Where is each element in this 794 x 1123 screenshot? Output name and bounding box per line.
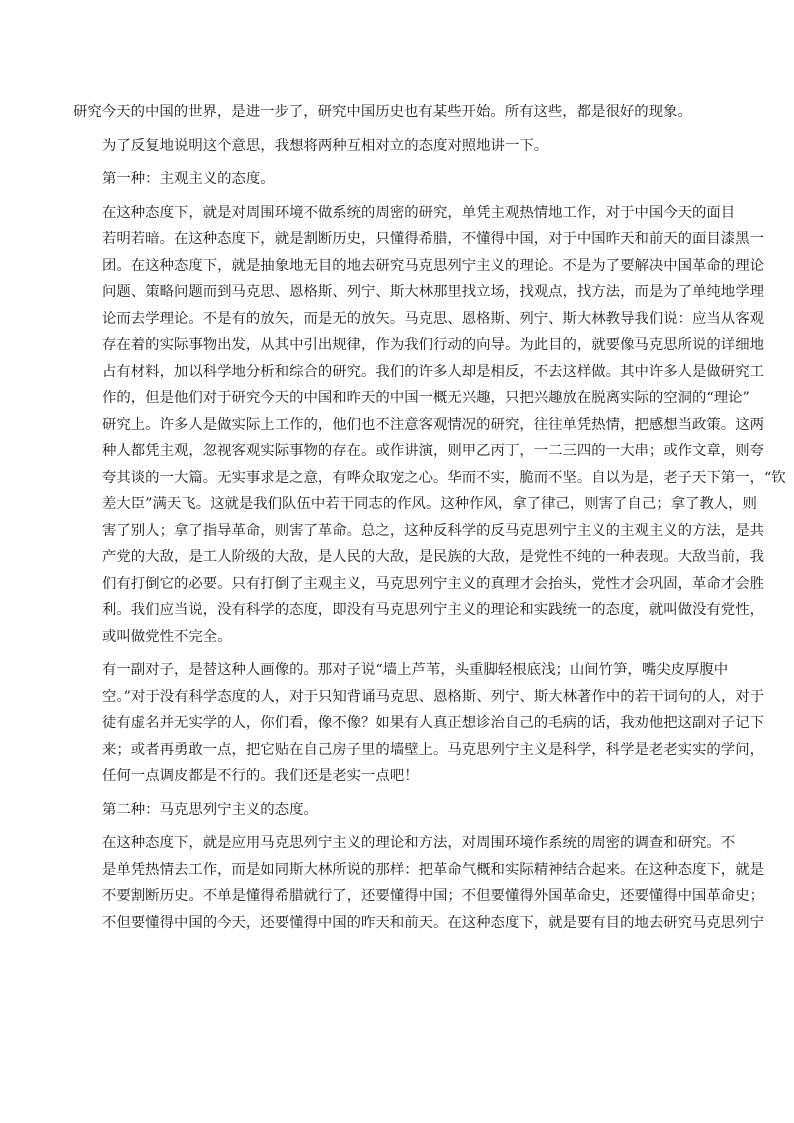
text-line: 研究上。许多人是做实际上工作的，他们也不注意客观情况的研究，往往单凭热情，把感想当政策。这两 [102, 416, 764, 433]
text-line: 害了别人；拿了指导革命，则害了革命。总之，这种反科学的反马克思列宁主义的主观主义的方法，是共 [102, 522, 764, 539]
paragraph [73, 200, 786, 651]
text-line: 是单凭热情去工作，而是如同斯大林所说的那样：把革命气概和实际精神结合起来。在这种态度下，就是 [102, 861, 764, 878]
text-line: 存在着的实际事物出发，从其中引出规律，作为我们行动的向导。为此目的，就要像马克思所说的详细地 [102, 337, 764, 353]
text-line: 团。在这种态度下，就是抽象地无目的地去研究马克思列宁主义的理论。不是为了要解决中国革命的理论 [102, 257, 764, 274]
text-line: 种人都凭主观，忽视客观实际事物的存在。或作讲演，则甲乙丙丁，一二三四的一大串；或作文章，则夸 [102, 443, 764, 459]
text-line: 差大臣”满天飞。这就是我们队伍中若干同志的作风。这种作风，拿了律己，则害了自己；拿了教人，则 [102, 496, 757, 512]
text-line: 占有材料，加以科学地分析和综合的研究。我们的许多人却是相反，不去这样做。其中许多人是做研究工 [102, 363, 764, 380]
text-line: 们有打倒它的必要。只有打倒了主观主义，马克思列宁主义的真理才会抬头，党性才会巩固，革命才会胜 [102, 575, 764, 592]
text-line: 在这种态度下，就是应用马克思列宁主义的理论和方法，对周围环境作系统的周密的调查和研究。不 [102, 835, 736, 851]
text-line: 研究今天的中国的世界，是进一步了，研究中国历史也有某些开始。所有这些，都是很好的现象。 [73, 104, 692, 120]
text-line: 问题、策略问题而到马克思、恩格斯、列宁、斯大林那里找立场，找观点，找方法，而是为了单纯地学理 [102, 284, 764, 300]
text-line: 不但要懂得中国的今天，还要懂得中国的昨天和前天。在这种态度下，就是要有目的地去研究马克思列宁 [102, 914, 764, 931]
text-line: 有一副对子，是替这种人画像的。那对子说“墙上芦苇，头重脚轻根底浅；山间竹笋，嘴尖皮厚腹中 [102, 662, 729, 678]
paragraph [73, 133, 741, 160]
document-page [73, 99, 786, 943]
text-line: 第一种：主观主义的态度。 [102, 171, 275, 187]
paragraph [73, 99, 741, 126]
paragraph [73, 830, 764, 936]
text-line: 为了反复地说明这个意思，我想将两种互相对立的态度对照地讲一下。 [102, 137, 549, 154]
text-line: 任何一点调皮都是不行的。我们还是老实一点吧！ [102, 768, 419, 784]
text-line: 在这种态度下，就是对周围环境不做系统的周密的研究，单凭主观热情地工作，对于中国今天的面目 [102, 204, 736, 221]
text-line: 徒有虚名并无实学的人，你们看，像不像？如果有人真正想诊治自己的毛病的话，我劝他把这副对子记下 [102, 715, 764, 731]
text-line: 空。”对于没有科学态度的人，对于只知背诵马克思、恩格斯、列宁、斯大林著作中的若干词句的人，对于 [102, 688, 765, 705]
text-line: 第二种：马克思列宁主义的态度。 [102, 801, 318, 818]
paragraph [73, 797, 741, 824]
text-line: 利。我们应当说，没有科学的态度，即没有马克思列宁主义的理论和实践统一的态度，就叫做没有党性， [102, 602, 764, 618]
paragraph [73, 657, 765, 790]
text-line: 产党的大敌，是工人阶级的大敌，是人民的大敌，是民族的大敌，是党性不纯的一种表现。大敌当前，我 [102, 549, 764, 565]
text-line: 作的，但是他们对于研究今天的中国和昨天的中国一概无兴趣，只把兴趣放在脱离实际的空洞的“理论” [102, 390, 750, 406]
text-line: 不要割断历史。不单是懂得希腊就行了，还要懂得中国；不但要懂得外国革命史，还要懂得中国革命史； [102, 888, 764, 904]
text-line: 夸其谈的一大篇。无实事求是之意，有哗众取宠之心。华而不实，脆而不坚。自以为是，老子天下第一，“钦 [102, 469, 786, 486]
text-line: 来；或者再勇敢一点，把它贴在自己房子里的墙壁上。马克思列宁主义是科学，科学是老老实实的学问， [102, 741, 764, 758]
text-line: 或叫做党性不完全。 [102, 628, 232, 645]
text-line: 若明若暗。在这种态度下，就是割断历史，只懂得希腊，不懂得中国，对于中国昨天和前天的面目漆黑一 [102, 231, 764, 247]
paragraph [73, 166, 741, 193]
text-line: 论而去学理论。不是有的放矢，而是无的放矢。马克思、恩格斯、列宁、斯大林教导我们说：应当从客观 [102, 310, 764, 327]
